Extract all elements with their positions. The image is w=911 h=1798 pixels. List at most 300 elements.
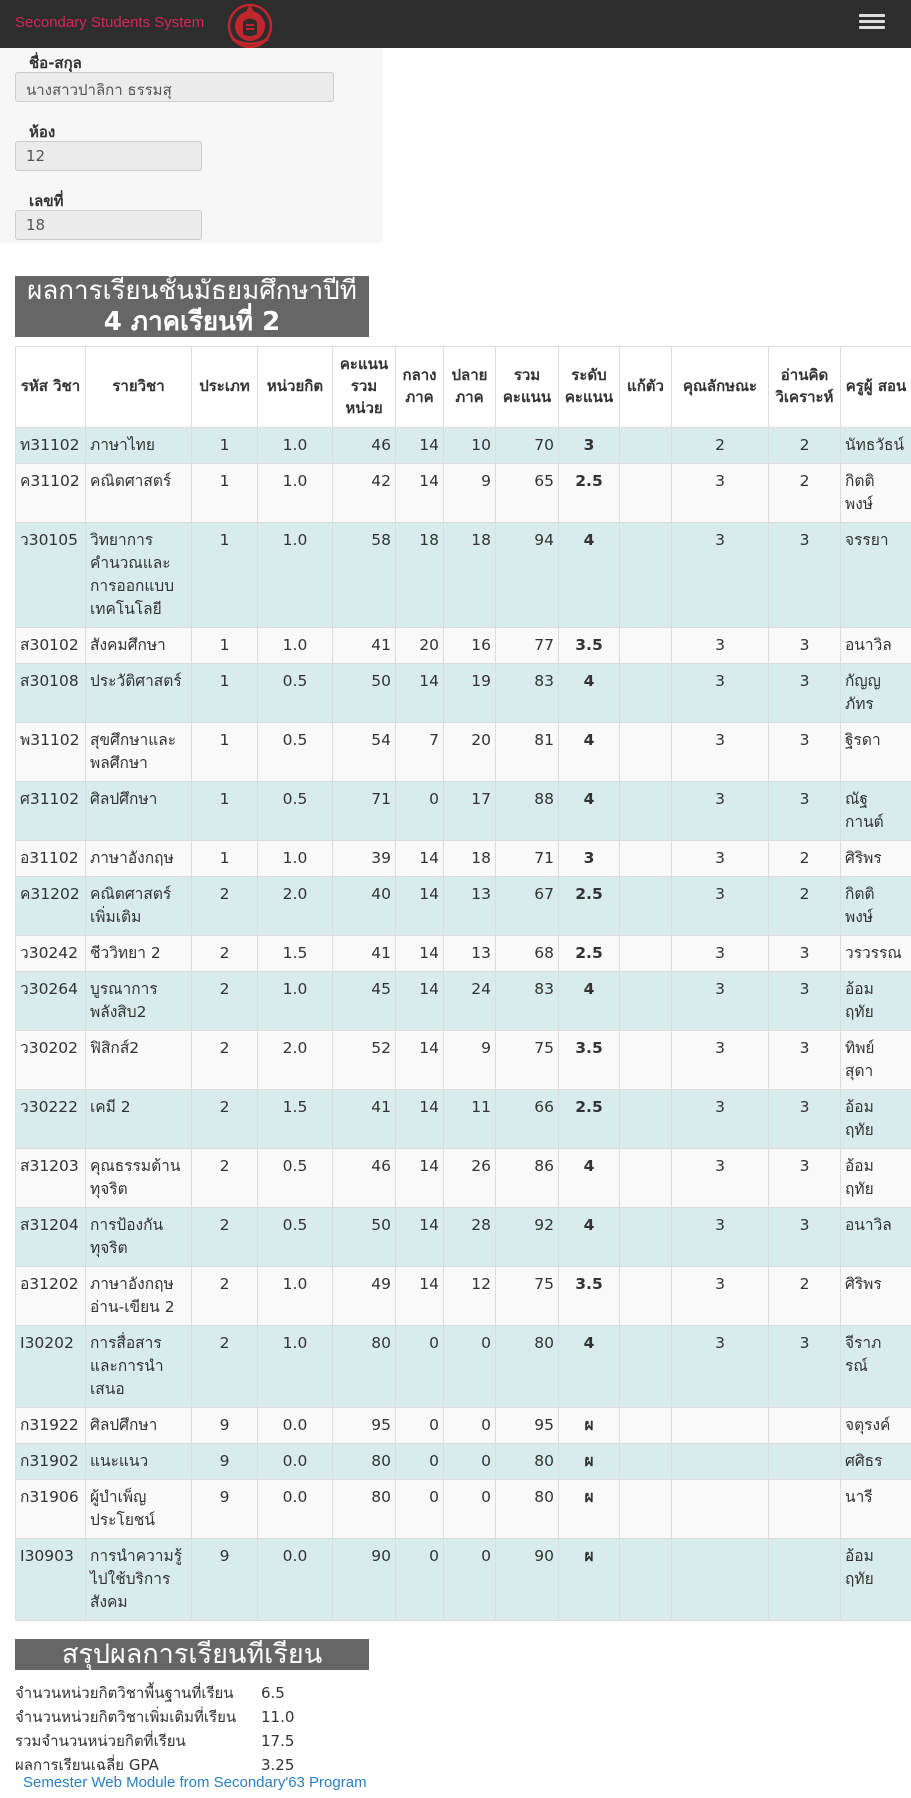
table-cell: การสื่อสาร และการนำ เสนอ (86, 1326, 192, 1408)
results-title (15, 276, 369, 337)
table-cell: 80 (333, 1480, 396, 1539)
table-cell: 20 (396, 628, 444, 664)
table-cell: 90 (496, 1539, 559, 1621)
table-row (16, 523, 911, 628)
summary-label: จำนวนหน่วยกิตวิชาเพิ่มเติมที่เรียน (15, 1708, 237, 1726)
table-cell: ส31203 (16, 1149, 86, 1208)
table-cell: 3 (672, 664, 769, 723)
table-cell: 14 (396, 1267, 444, 1326)
table-cell (620, 1326, 672, 1408)
table-cell (620, 523, 672, 628)
table-cell: 39 (333, 841, 396, 877)
table-cell (620, 723, 672, 782)
table-cell: อนาวิล (841, 628, 911, 664)
table-cell: ค31202 (16, 877, 86, 936)
summary-value: 3.25 (261, 1756, 295, 1774)
table-cell: อ้อม ฤทัย (841, 1090, 911, 1149)
table-row (16, 1326, 911, 1408)
table-cell: 1.0 (258, 1326, 333, 1408)
table-cell: สังคมศึกษา (86, 628, 192, 664)
table-cell: 0 (444, 1480, 496, 1539)
table-cell: 4 (559, 1326, 620, 1408)
table-cell: 0.0 (258, 1444, 333, 1480)
table-cell: 80 (496, 1480, 559, 1539)
table-cell (620, 1090, 672, 1149)
table-cell: 3 (672, 1267, 769, 1326)
table-cell: 0 (444, 1444, 496, 1480)
table-cell: 2 (672, 428, 769, 464)
table-cell: ผ (559, 1480, 620, 1539)
table-cell (769, 1408, 841, 1444)
table-cell: 1.0 (258, 1267, 333, 1326)
table-cell: 24 (444, 972, 496, 1031)
table-cell: 2 (769, 1267, 841, 1326)
table-cell: จรรยา (841, 523, 911, 628)
table-row (16, 628, 911, 664)
table-cell: 3 (672, 841, 769, 877)
table-cell: 3 (672, 1090, 769, 1149)
column-header: ปลาย ภาค (444, 347, 496, 428)
table-cell: 4 (559, 782, 620, 841)
table-cell: 46 (333, 428, 396, 464)
table-cell: 2 (192, 1149, 258, 1208)
table-cell: 1.0 (258, 523, 333, 628)
table-cell: 9 (192, 1539, 258, 1621)
top-navbar (0, 0, 911, 48)
table-cell (620, 664, 672, 723)
table-cell: นารี (841, 1480, 911, 1539)
table-cell: 9 (192, 1444, 258, 1480)
table-cell (620, 877, 672, 936)
room-field[interactable]: 12 (15, 141, 202, 171)
table-cell: 1 (192, 523, 258, 628)
table-cell: ว30242 (16, 936, 86, 972)
table-cell: 0.5 (258, 723, 333, 782)
table-cell: 50 (333, 1208, 396, 1267)
table-cell: ส30102 (16, 628, 86, 664)
table-cell: ส31204 (16, 1208, 86, 1267)
table-cell (672, 1539, 769, 1621)
table-cell: 26 (444, 1149, 496, 1208)
table-cell: 80 (496, 1326, 559, 1408)
table-cell (620, 1408, 672, 1444)
table-cell: 3 (769, 664, 841, 723)
table-cell: 0 (396, 782, 444, 841)
table-cell: 1.5 (258, 936, 333, 972)
column-header: ระดับ คะแนน (559, 347, 620, 428)
table-row (16, 1480, 911, 1539)
table-cell: 4 (559, 723, 620, 782)
table-cell: 75 (496, 1031, 559, 1090)
table-row (16, 723, 911, 782)
table-cell: 1 (192, 628, 258, 664)
table-cell: 0.5 (258, 664, 333, 723)
table-cell: 3 (769, 936, 841, 972)
table-cell: 20 (444, 723, 496, 782)
table-cell: 18 (444, 841, 496, 877)
table-cell: 2 (192, 1031, 258, 1090)
table-cell: ผ (559, 1408, 620, 1444)
table-cell: วรวรรณ (841, 936, 911, 972)
table-cell: 83 (496, 972, 559, 1031)
summary-label: ผลการเรียนเฉลี่ย GPA (15, 1756, 159, 1774)
table-cell: 1.0 (258, 628, 333, 664)
table-cell: 1.0 (258, 972, 333, 1031)
table-row (16, 664, 911, 723)
table-cell: แนะแนว (86, 1444, 192, 1480)
results-title-line1: ผลการเรียนชั้นมัธยมศึกษาปีที่ (27, 276, 357, 306)
table-cell: 3 (769, 972, 841, 1031)
table-cell: คุณธรรมต้าน ทุจริต (86, 1149, 192, 1208)
table-cell: 14 (396, 1031, 444, 1090)
table-cell: 80 (333, 1444, 396, 1480)
table-cell: 1 (192, 428, 258, 464)
table-cell: เคมี 2 (86, 1090, 192, 1149)
table-cell: ฟิสิกส์2 (86, 1031, 192, 1090)
table-cell: 3 (559, 841, 620, 877)
table-cell: 71 (496, 841, 559, 877)
table-cell: 0 (444, 1408, 496, 1444)
table-cell: ศิลปศึกษา (86, 782, 192, 841)
table-cell: 2 (192, 877, 258, 936)
table-cell: 2.5 (559, 877, 620, 936)
table-cell: 92 (496, 1208, 559, 1267)
table-cell: 14 (396, 936, 444, 972)
table-cell: 3 (672, 877, 769, 936)
table-cell: 18 (444, 523, 496, 628)
table-cell: 14 (396, 428, 444, 464)
table-cell: 2 (192, 1208, 258, 1267)
column-header: คุณลักษณะ (672, 347, 769, 428)
table-cell: 0 (396, 1480, 444, 1539)
table-cell: 95 (333, 1408, 396, 1444)
table-cell: 7 (396, 723, 444, 782)
table-cell: 3 (769, 1208, 841, 1267)
column-header: ครูผู้ สอน (841, 347, 911, 428)
table-cell: 3 (769, 1031, 841, 1090)
brand-link[interactable]: Secondary Students System (15, 14, 205, 31)
table-cell: 1.5 (258, 1090, 333, 1149)
table-cell: ประวัติศาสตร์ (86, 664, 192, 723)
table-cell: 13 (444, 877, 496, 936)
table-cell: 12 (444, 1267, 496, 1326)
table-cell: ศศิธร (841, 1444, 911, 1480)
table-cell: 0 (444, 1326, 496, 1408)
table-cell: 3 (672, 972, 769, 1031)
column-header: ประเภท (192, 347, 258, 428)
table-cell: 80 (333, 1326, 396, 1408)
table-cell: อ้อม ฤทัย (841, 1149, 911, 1208)
table-cell: 3 (769, 1090, 841, 1149)
table-cell: 3 (559, 428, 620, 464)
table-cell: กัญญ ภัทร (841, 664, 911, 723)
summary-title: สรุปผลการเรียนที่เรียน (15, 1639, 369, 1670)
table-cell: 0.0 (258, 1539, 333, 1621)
table-cell: อ้อม ฤทัย (841, 1539, 911, 1621)
table-cell: 3 (672, 723, 769, 782)
number-label: เลขที่ (29, 192, 64, 210)
table-cell: ก31906 (16, 1480, 86, 1539)
table-cell: 95 (496, 1408, 559, 1444)
school-emblem-icon (226, 1, 274, 49)
table-cell: 3 (672, 1326, 769, 1408)
table-cell: 3 (672, 782, 769, 841)
table-header-row (16, 347, 911, 428)
table-row (16, 1444, 911, 1480)
table-cell: 14 (396, 464, 444, 523)
table-cell (620, 628, 672, 664)
table-row (16, 1031, 911, 1090)
table-row (16, 841, 911, 877)
summary-label: รวมจำนวนหน่วยกิตที่เรียน (15, 1732, 186, 1750)
table-cell: 3 (672, 523, 769, 628)
table-cell: ท31102 (16, 428, 86, 464)
table-cell: อ31102 (16, 841, 86, 877)
table-cell: จตุรงค์ (841, 1408, 911, 1444)
table-cell: 9 (444, 464, 496, 523)
table-row (16, 1149, 911, 1208)
table-cell: 0 (396, 1408, 444, 1444)
table-cell: 3 (672, 1031, 769, 1090)
table-cell: 3 (672, 464, 769, 523)
table-cell: 2 (192, 1090, 258, 1149)
table-cell: 3.5 (559, 628, 620, 664)
table-cell: บูรณาการ พลังสิบ2 (86, 972, 192, 1031)
summary-value: 11.0 (261, 1708, 295, 1726)
table-cell (672, 1444, 769, 1480)
summary-row (15, 1729, 369, 1753)
table-cell: ศ31102 (16, 782, 86, 841)
table-row (16, 1090, 911, 1149)
table-cell: 16 (444, 628, 496, 664)
table-row (16, 1539, 911, 1621)
table-cell: 9 (192, 1408, 258, 1444)
table-cell: 90 (333, 1539, 396, 1621)
table-cell: 3 (769, 782, 841, 841)
table-cell (620, 1031, 672, 1090)
table-cell: 80 (496, 1444, 559, 1480)
table-cell: 4 (559, 1208, 620, 1267)
table-cell: ชีววิทยา 2 (86, 936, 192, 972)
table-cell: 2 (769, 428, 841, 464)
table-cell: 3 (672, 1208, 769, 1267)
table-cell: 2.5 (559, 936, 620, 972)
table-cell: 0.5 (258, 1208, 333, 1267)
name-label: ชื่อ-สกุล (29, 54, 82, 72)
table-cell: ณัฐ กานต์ (841, 782, 911, 841)
table-cell: 52 (333, 1031, 396, 1090)
table-row (16, 972, 911, 1031)
table-cell: 0 (396, 1326, 444, 1408)
table-cell: 49 (333, 1267, 396, 1326)
table-row (16, 1267, 911, 1326)
table-cell: 71 (333, 782, 396, 841)
column-header: อ่านคิด วิเคราะห์ (769, 347, 841, 428)
table-cell: 41 (333, 628, 396, 664)
table-cell: ว30202 (16, 1031, 86, 1090)
table-cell: 4 (559, 972, 620, 1031)
table-cell: 18 (396, 523, 444, 628)
table-cell: 14 (396, 877, 444, 936)
table-cell: 0 (396, 1444, 444, 1480)
table-cell: 81 (496, 723, 559, 782)
table-cell (620, 1208, 672, 1267)
table-cell: อ31202 (16, 1267, 86, 1326)
table-row (16, 428, 911, 464)
name-field[interactable]: นางสาวปาลิกา ธรรมสุ (15, 72, 334, 102)
table-cell: 4 (559, 523, 620, 628)
table-cell: ค31102 (16, 464, 86, 523)
table-cell: 65 (496, 464, 559, 523)
table-cell: ผู้บำเพ็ญ ประโยชน์ (86, 1480, 192, 1539)
table-cell: 41 (333, 1090, 396, 1149)
table-cell: 14 (396, 1208, 444, 1267)
table-cell: 14 (396, 841, 444, 877)
table-cell: กิตติ พงษ์ (841, 877, 911, 936)
table-cell: 1 (192, 723, 258, 782)
table-cell: อนาวิล (841, 1208, 911, 1267)
table-cell (620, 841, 672, 877)
table-cell: ทิพย์ สุดา (841, 1031, 911, 1090)
table-cell: 1.0 (258, 428, 333, 464)
menu-toggle-icon[interactable] (859, 14, 885, 34)
table-cell: การป้องกัน ทุจริต (86, 1208, 192, 1267)
table-cell: 14 (396, 664, 444, 723)
table-cell: I30202 (16, 1326, 86, 1408)
table-cell (620, 972, 672, 1031)
table-cell: 13 (444, 936, 496, 972)
table-cell: 1 (192, 782, 258, 841)
table-cell: 0.0 (258, 1480, 333, 1539)
table-cell: 54 (333, 723, 396, 782)
table-cell: ว30264 (16, 972, 86, 1031)
table-cell: ศิลปศึกษา (86, 1408, 192, 1444)
table-cell: 0 (396, 1539, 444, 1621)
table-row (16, 464, 911, 523)
table-cell: 0.0 (258, 1408, 333, 1444)
student-info-panel (0, 48, 383, 243)
table-cell: 70 (496, 428, 559, 464)
table-cell: 3.5 (559, 1031, 620, 1090)
grades-table (15, 346, 911, 1621)
table-cell: 1.0 (258, 464, 333, 523)
table-cell: 67 (496, 877, 559, 936)
table-cell: 10 (444, 428, 496, 464)
table-cell: 14 (396, 1090, 444, 1149)
table-cell: 68 (496, 936, 559, 972)
table-cell: 66 (496, 1090, 559, 1149)
table-cell: 3 (769, 523, 841, 628)
table-cell: อ้อม ฤทัย (841, 972, 911, 1031)
table-cell: ฐิรดา (841, 723, 911, 782)
table-cell: 58 (333, 523, 396, 628)
table-cell: 2.5 (559, 1090, 620, 1149)
table-cell: 42 (333, 464, 396, 523)
table-cell: ว30222 (16, 1090, 86, 1149)
table-cell: ว30105 (16, 523, 86, 628)
table-row (16, 1408, 911, 1444)
table-cell (769, 1444, 841, 1480)
summary-row (15, 1681, 369, 1705)
table-cell: 0.5 (258, 1149, 333, 1208)
table-cell: 11 (444, 1090, 496, 1149)
table-cell (769, 1539, 841, 1621)
summary-label: จำนวนหน่วยกิตวิชาพื้นฐานที่เรียน (15, 1684, 234, 1702)
table-cell: วิทยาการ คำนวณและ การออกแบบ เทคโนโลยี (86, 523, 192, 628)
table-cell: 14 (396, 1149, 444, 1208)
number-field[interactable]: 18 (15, 210, 202, 240)
table-cell: 2.5 (559, 464, 620, 523)
table-cell: ผ (559, 1539, 620, 1621)
table-cell: 3 (769, 723, 841, 782)
table-cell: สุขศึกษาและ พลศึกษา (86, 723, 192, 782)
table-cell (672, 1480, 769, 1539)
table-cell: ส30108 (16, 664, 86, 723)
summary-table (15, 1681, 369, 1777)
table-cell: 1 (192, 664, 258, 723)
table-cell: การนำความรู้ ไปใช้บริการ สังคม (86, 1539, 192, 1621)
table-cell: 28 (444, 1208, 496, 1267)
room-label: ห้อง (29, 123, 56, 141)
table-cell: 3 (769, 1326, 841, 1408)
table-cell: 2 (769, 841, 841, 877)
table-cell: 77 (496, 628, 559, 664)
table-cell (620, 1149, 672, 1208)
table-cell (620, 428, 672, 464)
table-cell (620, 1480, 672, 1539)
table-cell (620, 936, 672, 972)
footer-text: Semester Web Module from Secondary'63 Program (23, 1774, 367, 1791)
table-cell: พ31102 (16, 723, 86, 782)
column-header: รายวิชา (86, 347, 192, 428)
table-cell: I30903 (16, 1539, 86, 1621)
table-row (16, 1208, 911, 1267)
table-cell: 86 (496, 1149, 559, 1208)
table-cell: 0.5 (258, 782, 333, 841)
table-cell: ภาษาอังกฤษ (86, 841, 192, 877)
table-cell: ก31902 (16, 1444, 86, 1480)
summary-value: 17.5 (261, 1732, 295, 1750)
table-cell: 2 (769, 464, 841, 523)
column-header: แก้ตัว (620, 347, 672, 428)
table-row (16, 782, 911, 841)
table-cell: 3 (769, 628, 841, 664)
column-header: รหัส วิชา (16, 347, 86, 428)
table-cell: 45 (333, 972, 396, 1031)
table-cell: 14 (396, 972, 444, 1031)
table-cell: ผ (559, 1444, 620, 1480)
table-cell (620, 1444, 672, 1480)
column-header: รวม คะแนน (496, 347, 559, 428)
column-header: หน่วยกิต (258, 347, 333, 428)
table-cell: 46 (333, 1149, 396, 1208)
table-cell: คณิตศาสตร์ เพิ่มเติม (86, 877, 192, 936)
table-cell: 3 (672, 1149, 769, 1208)
table-cell: 88 (496, 782, 559, 841)
table-cell: 1 (192, 464, 258, 523)
table-cell (769, 1480, 841, 1539)
table-cell: ศิริพร (841, 1267, 911, 1326)
table-cell: 3 (672, 628, 769, 664)
summary-row (15, 1705, 369, 1729)
table-cell: ภาษาอังกฤษ อ่าน-เขียน 2 (86, 1267, 192, 1326)
table-cell: 2.0 (258, 877, 333, 936)
table-cell (620, 1267, 672, 1326)
table-cell: 2 (192, 1267, 258, 1326)
table-cell: 3 (672, 936, 769, 972)
table-cell: คณิตศาสตร์ (86, 464, 192, 523)
table-cell: กิตติ พงษ์ (841, 464, 911, 523)
